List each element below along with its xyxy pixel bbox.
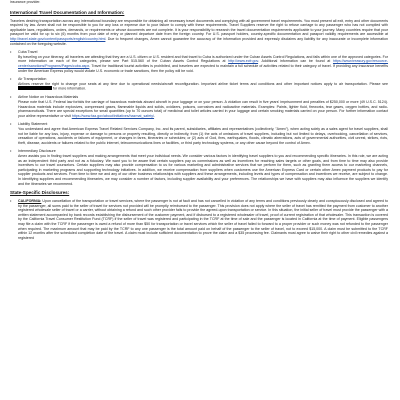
redacted-block bbox=[18, 86, 52, 90]
bullet-icon: • bbox=[10, 148, 12, 154]
list-item-cuba-travel bbox=[10, 50, 388, 73]
item-text: for more information. bbox=[53, 86, 87, 91]
ecfr-link[interactable]: http://www.ecfr.gov bbox=[228, 59, 259, 64]
section-heading-state-disclosures: State-Specific Disclosures: bbox=[10, 190, 70, 196]
intro-text: Travelers desiring transportation across any international boundary are responsible for obtaining all necessary travel documents and complying with all government travel requirements. You must present all exit, entry and other documents required by law. Amex shall not be responsible to you for any loss or expense due to your failure to comply with these requirements. Travel Suppliers reserve the right to refuse carriage to any passenger who has not complied with applicable laws, regulations, orders, demands, or requirements or whose documents are not complete. It is your responsibility to research the travel documentation requirements applicable to your journey. Many countries require that your passport be valid for up to six (6) months from your date of entry or planned departure date from the foreign country. For U.S. passport holders, country-specific documentation and passport validity requirements are accessible at bbox=[10, 18, 388, 37]
intro-paragraph bbox=[10, 19, 388, 47]
item-title: Air Transportation bbox=[18, 77, 47, 82]
list-item-hazardous-materials bbox=[10, 95, 388, 118]
list-item-liability-statement bbox=[10, 122, 388, 145]
item-text: . Travel for traditional tourist activities is prohibited, and travelers are expected to maintain a full schedule of activities related to their category of travel. If providing any insurance benefits under the American Express policy would violate U.S. economic or trade sanctions, then the policy will be void. bbox=[18, 63, 388, 73]
item-title: Intermediary Disclosure bbox=[18, 149, 56, 154]
intro-after-text: . Due to frequent changes, Amex cannot guarantee the accuracy of the information provided and expressly disclaims any liability for any inaccurate or incomplete information contained on the foregoing website. bbox=[10, 36, 388, 46]
item-text: Airlines reserve the right to change your seats at any time due to operational needs/aircraft reconfiguration. Important airline ticket terms and conditions and other important notices apply to air transportation. Please see bbox=[18, 81, 388, 86]
bullet-icon: • bbox=[10, 94, 12, 100]
item-text: . Additional information can be found at bbox=[258, 59, 331, 64]
treasury-link[interactable]: https://www.treasury.gov/resource-center/sanctions/Programs/Pages/cuba.aspx bbox=[18, 59, 389, 68]
item-text: . bbox=[154, 113, 156, 118]
section-heading-international-travel: International Travel Documentation and Information: bbox=[10, 9, 125, 15]
list-item-california bbox=[10, 199, 388, 240]
item-title: Cuba Travel bbox=[18, 50, 38, 55]
item-title: Airline Notice on Hazardous Materials bbox=[18, 95, 79, 100]
bullet-icon: • bbox=[10, 49, 12, 55]
list-item-intermediary-disclosure bbox=[10, 149, 388, 186]
faa-hazmat-link[interactable]: https://www.faa.gov/about/initiatives/hazmat_safety/ bbox=[71, 113, 155, 118]
bullet-icon: • bbox=[10, 198, 12, 204]
bullet-icon: • bbox=[10, 76, 12, 82]
item-text: You understand and agree that American Express Travel Related Services Company, Inc. and its parent, subsidiaries, affiliates and representatives (collectively, "Amex"), when acting solely as a sales agent for travel suppliers, shall not be liable for any loss, injury, expense or damage to persons or property resulting, directly or indirectly, from (1) the acts of omissions of travel suppliers, including but not limited to delays, overbooking, cancellation of services, cessation of operations, accidents or failures of equipment, or changes in fares, itineraries or schedules; or (2) acts of God, fires, earthquakes, floods, climatic aberrations, acts of governmental authorities, civil unrest, strikes, riots, theft, disease, accidents or failures related to the public internet, telecommunications lines or facilities, or third party technology systems, or any other cause beyond the control of Amex. bbox=[18, 126, 388, 145]
item-text: Please note that U.S. Federal law forbids the carriage of hazardous materials aboard aircraft in your luggage or on your person. A violation can result in five years' imprisonment and penalties of $250,000 or more (49 U.S.C. 5124). Hazardous materials include explosives, compressed gases, flammable liquids and solids, oxidizers, poisons, corrosives and radioactive materials. Examples: Paints, lighter fluid, fireworks, tear gases, oxygen bottles, and radio-pharmaceuticals. There are special exceptions for small quantities (up to 70 ounces total) of medicinal and toilet articles carried in your luggage and certain smoking materials carried on your person. For further information contact your airline representative or visit bbox=[18, 100, 388, 118]
item-text: By traveling on your itinerary, all travelers are attesting that they are a U.S. citizen or U.S. resident and that travel to Cuba is authorized under the Cuban Assets Control Regulations, and falls within one of the approved categories. For more information on each of the categories, please see Part 515.560 of the Cuban Assets Control Regulations at bbox=[18, 54, 388, 64]
item-text: Upon cancellation of the transportation or travel services, where the passenger is not at fault and has not cancelled in violation of any terms and conditions previously clearly and conspicuously disclosed and agreed to by the passenger, all sums paid to the seller of travel for services not provided will be promptly reimbursed to the passenger. This provision does not apply where the seller of travel has remitted the payment from customer to another registered wholesale seller of travel or a carrier, without obtaining a refund and such other provider fails to provide the agreed-upon transportation or service. In this situation, the initial seller of travel must provide the passenger with a written statement accompanied by bank records establishing the disbursement of the customer payment, and if disbursed to a registered wholesaler of travel, proof of current registration of that wholesaler. This transaction is covered by the California Travel Consumer Restitution Fund (TCRF) if the seller of travel was registered and participating in the TCRF at the time of sale and the passenger is located in California at the time of payment. Eligible passengers may file a claim with the TCRF if the passenger is owed a refund of more than $50 for transportation or travel services which the seller of travel failed to forward to a proper provider or such money was not refunded to the passenger when required. The maximum amount that may be paid by the TCRF to any one passenger is the total amount paid on behalf of the passenger to the seller of travel, not to exceed $15,000. A claim must be submitted to the TCRF within 12 months after the scheduled completion date of the travel. A claim must include sufficient documentation to prove the claim and a $35 processing fee. Claimants must agree to waive their right to other civil remedies against a registered bbox=[18, 199, 388, 240]
top-fragment-text: insurance provider. bbox=[10, 0, 41, 4]
state-gov-link[interactable]: http://travel.state.gov/content/passports/english/country.html bbox=[10, 36, 106, 41]
bullet-icon: • bbox=[10, 121, 12, 127]
list-item-air-transportation bbox=[10, 77, 388, 91]
item-text: Amex assists you in finding travel suppliers and making arrangements that meet your individual needs. We consider various factors in identifying travel suppliers to you and recommending specific itineraries. In this role, we are acting as an independent third party and not as a fiduciary. We want you to be aware that certain suppliers pay us commissions as well as incentives for reaching sales targets or other goals, and from time to time may also provide incentives to our travel counselors. Certain suppliers may also provide compensation to us for various marketing and administrative services that we perform for them, such as granting them access to our marketing channels, participating in marketing programs and supporting technology initiatives. In addition, we receive compensation from suppliers when customers use the American Express Card or certain other Amex payment products to pay for supplier products and services. From time to time we and any of our other business relationships with suppliers and these arrangements, including levels and types of compensation and incentives we receive, are subject to change. In identifying suppliers and recommending itineraries, we may consider a number of factors, including supplier availability and your preferences. The relationships we have with suppliers may also influence the suppliers we identify and the itineraries we recommend. bbox=[18, 153, 388, 186]
item-title: CALIFORNIA: bbox=[18, 199, 42, 204]
item-title: Liability Statement bbox=[18, 122, 48, 127]
